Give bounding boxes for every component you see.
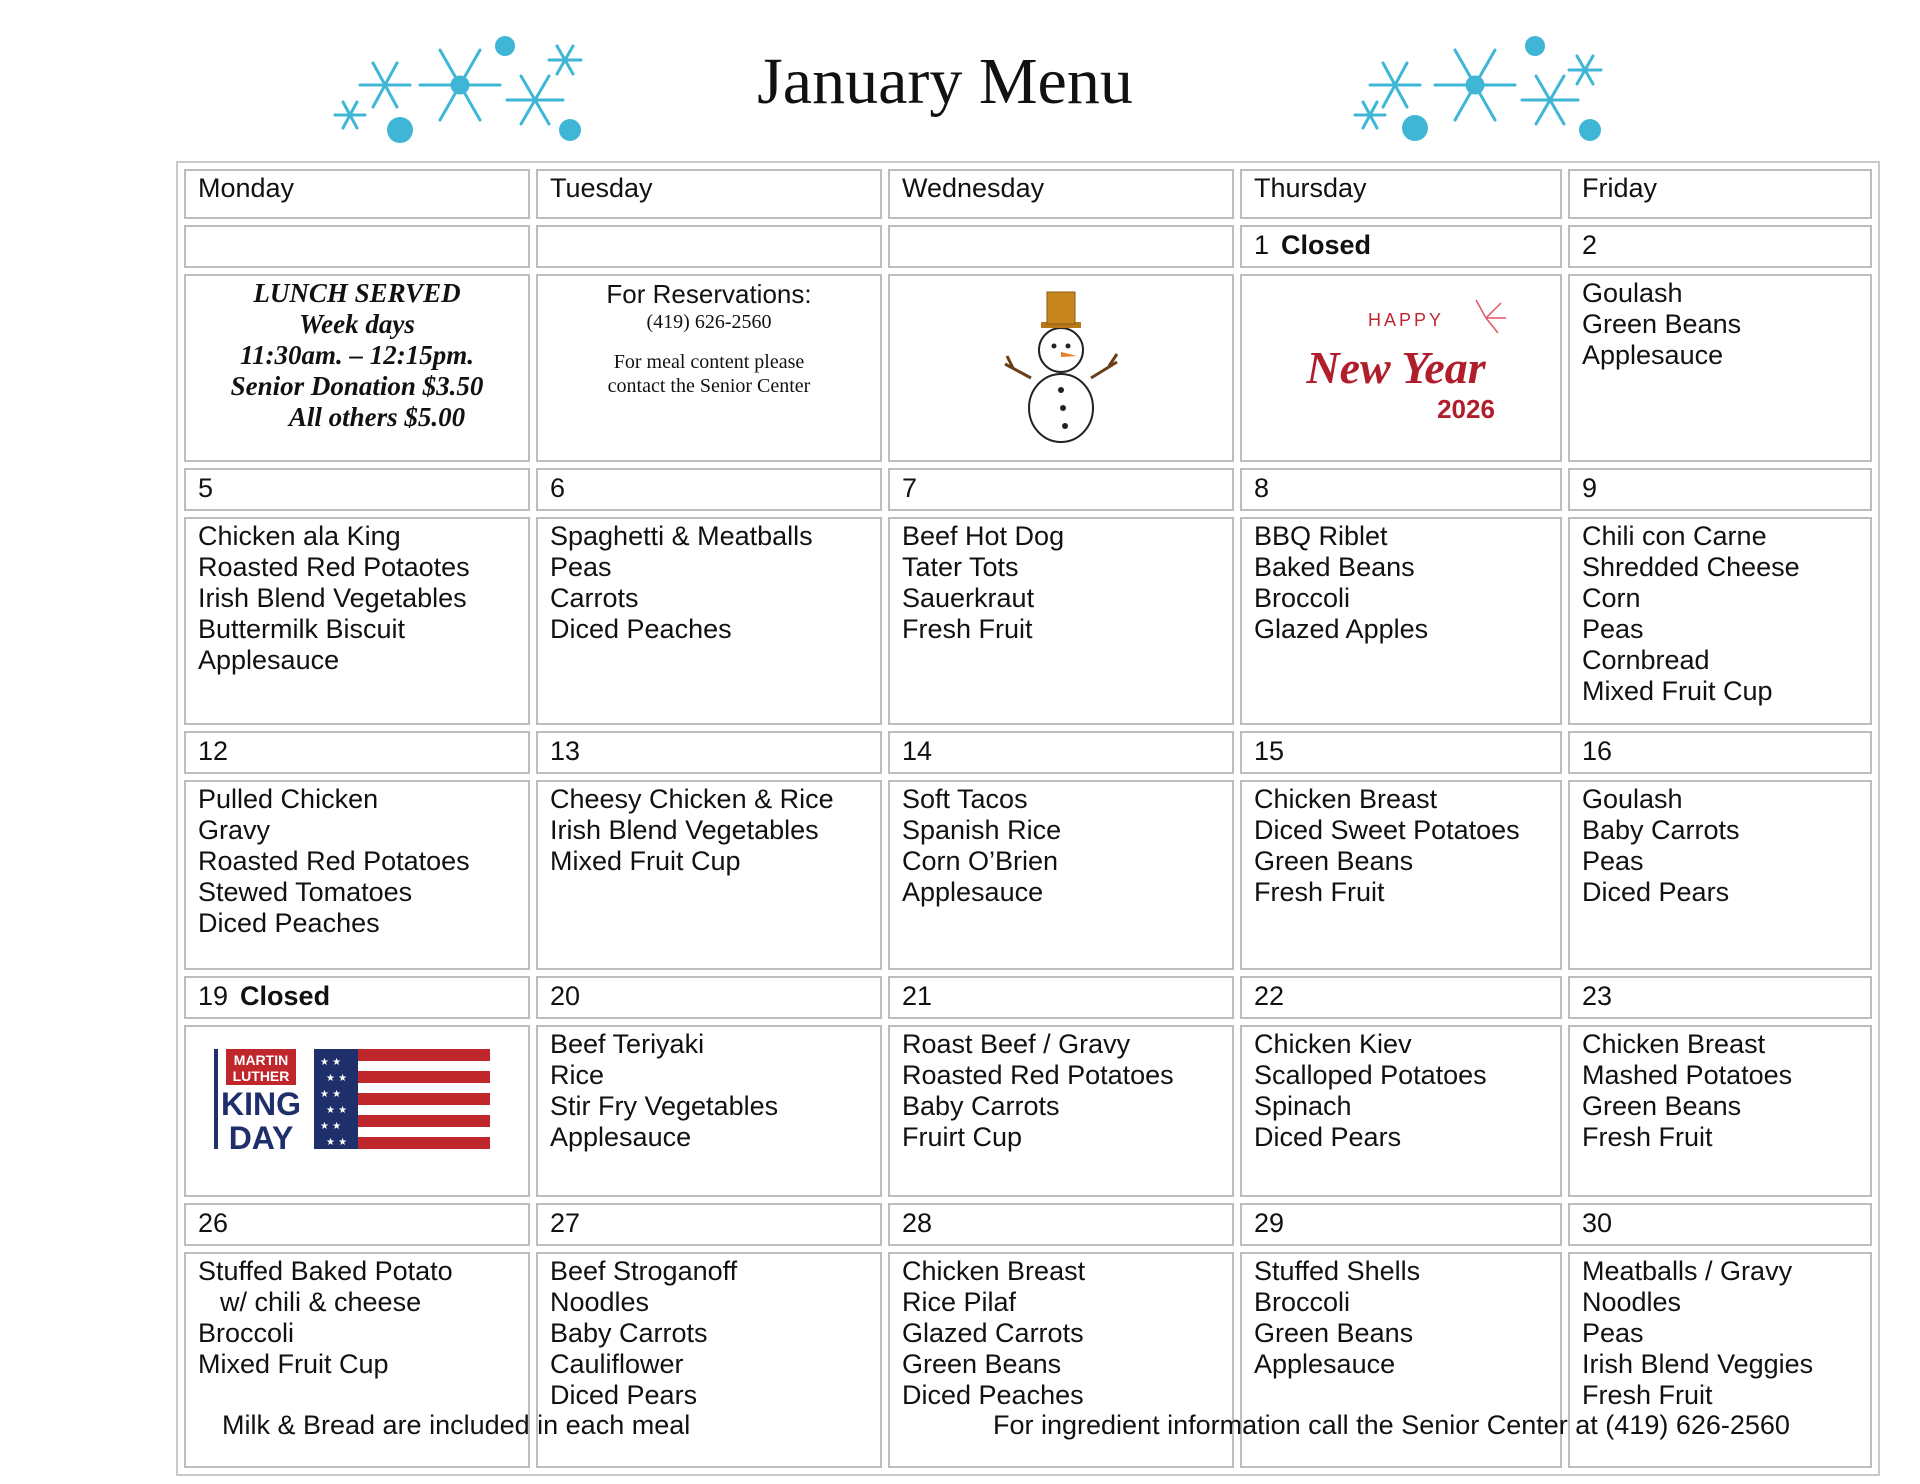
meal-item: Beef Hot Dog (902, 521, 1065, 551)
meal-item: Beef Stroganoff (550, 1256, 738, 1286)
lunch-weekdays-text: Week days (299, 309, 415, 339)
meal-item: Tater Tots (902, 552, 1019, 582)
day-number: 19 (198, 981, 229, 1011)
day-number (536, 225, 882, 268)
meal-item: Diced Peaches (550, 614, 732, 644)
day-number: 1 (1254, 230, 1270, 260)
meal-item: Goulash (1582, 278, 1683, 308)
meal-item: Corn O’Brien (902, 846, 1059, 876)
day-number: 29 (1240, 1203, 1562, 1246)
meal-item: Fruirt Cup (902, 1122, 1023, 1152)
meal-item: Broccoli (1254, 583, 1351, 613)
reservation-phone: (419) 626-2560 (646, 311, 772, 333)
week1-meal-row (184, 274, 1872, 462)
meal-item: Applesauce (198, 645, 340, 675)
meal-item: Baked Beans (1254, 552, 1415, 582)
meal-item: Chicken Breast (902, 1256, 1086, 1286)
meal-item: Irish Blend Vegetables (198, 583, 467, 613)
meal-item: Chicken ala King (198, 521, 401, 551)
mlk-day-flag-graphic (214, 1045, 490, 1153)
week3-meal-row (184, 780, 1872, 970)
meal-list (1568, 274, 1872, 462)
king-text: KING (221, 1086, 301, 1122)
meal-item: Roasted Red Potatoes (198, 846, 470, 876)
meal-list (1568, 517, 1872, 725)
meal-item: Green Beans (902, 1349, 1062, 1379)
meal-item: Green Beans (1582, 1091, 1742, 1121)
mlk-day-cell (184, 1025, 530, 1197)
svg-text:★ ★: ★ ★ (320, 1057, 342, 1068)
meal-item: Mixed Fruit Cup (1582, 676, 1773, 706)
meal-item: Goulash (1582, 784, 1683, 814)
day-number (184, 225, 530, 268)
meal-list (1568, 780, 1872, 970)
day-number: 22 (1240, 976, 1562, 1019)
meal-item: Carrots (550, 583, 639, 613)
lunch-info (184, 274, 530, 462)
meal-item: Spaghetti & Meatballs (550, 521, 813, 551)
weekday-tuesday: Tuesday (536, 169, 882, 219)
martin-text: MARTIN (233, 1052, 289, 1068)
meal-item: Fresh Fruit (902, 614, 1033, 644)
new-year-text: New Year (1306, 342, 1486, 393)
us-flag-icon (314, 1049, 490, 1149)
others-price-text: All others $5.00 (288, 402, 466, 432)
meal-item: Mixed Fruit Cup (198, 1349, 389, 1379)
meal-item: Baby Carrots (902, 1091, 1060, 1121)
weekday-header-row (184, 169, 1872, 219)
year-text: 2026 (1437, 394, 1495, 424)
meal-item: w/ chili & cheese (220, 1287, 422, 1317)
meal-item: Fresh Fruit (1582, 1122, 1713, 1152)
meal-item: Pulled Chicken (198, 784, 379, 814)
meal-item: Noodles (1582, 1287, 1682, 1317)
meal-item: Rice Pilaf (902, 1287, 1017, 1317)
week4-meal-row (184, 1025, 1872, 1197)
reservation-note: For meal content please (613, 351, 805, 373)
meal-item: Noodles (550, 1287, 650, 1317)
lunch-served-text: LUNCH SERVED (253, 278, 461, 308)
meal-item: Gravy (198, 815, 271, 845)
meal-item: Meatballs / Gravy (1582, 1256, 1793, 1286)
happy-new-year-graphic (1286, 278, 1516, 448)
reservation-note: contact the Senior Center (607, 375, 811, 397)
meal-item: Roast Beef / Gravy (902, 1029, 1131, 1059)
footer-ingredient-note: For ingredient information call the Senior Center at (419) 626-2560 (993, 1410, 1790, 1440)
day-number: 7 (888, 468, 1234, 511)
snowman-icon (991, 278, 1131, 448)
meal-item: Shredded Cheese (1582, 552, 1800, 582)
closed-label: Closed (240, 981, 331, 1011)
meal-item: Mashed Potatoes (1582, 1060, 1793, 1090)
meal-item: Green Beans (1254, 1318, 1414, 1348)
meal-item: Spinach (1254, 1091, 1352, 1121)
meal-item: Corn (1582, 583, 1641, 613)
meal-item: Diced Pears (550, 1380, 698, 1410)
meal-list (536, 780, 882, 970)
weekday-friday: Friday (1568, 169, 1872, 219)
meal-item: Roasted Red Potatoes (902, 1060, 1174, 1090)
meal-item: Fresh Fruit (1254, 877, 1385, 907)
day-number: 23 (1568, 976, 1872, 1019)
meal-item: Chili con Carne (1582, 521, 1767, 551)
meal-item: Green Beans (1582, 309, 1742, 339)
meal-item: Rice (550, 1060, 605, 1090)
meal-item: Glazed Apples (1254, 614, 1429, 644)
footer-milk-bread-note: Milk & Bread are included in each meal (222, 1410, 691, 1440)
meal-item: Chicken Breast (1254, 784, 1438, 814)
meal-item: Irish Blend Veggies (1582, 1349, 1814, 1379)
meal-item: Peas (1582, 1318, 1644, 1348)
day-number: 16 (1568, 731, 1872, 774)
day-number (888, 225, 1234, 268)
weekday-thursday: Thursday (1240, 169, 1562, 219)
meal-list (1568, 1025, 1872, 1197)
meal-item: Diced Pears (1582, 877, 1730, 907)
meal-item: Sauerkraut (902, 583, 1035, 613)
day-number: 8 (1240, 468, 1562, 511)
meal-list (184, 780, 530, 970)
svg-text:★ ★: ★ ★ (326, 1105, 348, 1116)
week4-day-row (184, 976, 1872, 1019)
meal-item: Stewed Tomatoes (198, 877, 413, 907)
day-number: 12 (184, 731, 530, 774)
meal-item: Mixed Fruit Cup (550, 846, 741, 876)
meal-item: Irish Blend Vegetables (550, 815, 819, 845)
meal-list (1240, 780, 1562, 970)
day-number: 21 (888, 976, 1234, 1019)
reservation-info (536, 274, 882, 462)
meal-item: Chicken Breast (1582, 1029, 1766, 1059)
svg-text:★ ★: ★ ★ (320, 1089, 342, 1100)
meal-item: Diced Pears (1254, 1122, 1402, 1152)
meal-item: Beef Teriyaki (550, 1029, 705, 1059)
svg-text:★ ★: ★ ★ (326, 1137, 348, 1148)
meal-list (888, 1025, 1234, 1197)
day-number: 5 (184, 468, 530, 511)
reservation-heading: For Reservations: (606, 279, 812, 309)
menu-calendar (176, 161, 1880, 1476)
meal-item: Applesauce (550, 1122, 692, 1152)
meal-item: Applesauce (902, 877, 1044, 907)
svg-text:★ ★: ★ ★ (326, 1073, 348, 1084)
svg-text:★ ★: ★ ★ (320, 1121, 342, 1132)
meal-item: Diced Peaches (902, 1380, 1084, 1410)
meal-item: Cheesy Chicken & Rice (550, 784, 834, 814)
meal-item: BBQ Riblet (1254, 521, 1388, 551)
meal-item: Glazed Carrots (902, 1318, 1084, 1348)
day-number: 26 (184, 1203, 530, 1246)
day-number: 2 (1568, 225, 1872, 268)
day-cell-19 (184, 976, 530, 1019)
week3-day-row (184, 731, 1872, 774)
new-year-cell (1240, 274, 1562, 462)
day-number: 30 (1568, 1203, 1872, 1246)
meal-item: Stir Fry Vegetables (550, 1091, 779, 1121)
weekday-monday: Monday (184, 169, 530, 219)
meal-item: Buttermilk Biscuit (198, 614, 406, 644)
meal-item: Baby Carrots (1582, 815, 1740, 845)
meal-item: Stuffed Shells (1254, 1256, 1421, 1286)
meal-item: Peas (1582, 846, 1644, 876)
day-cell-1 (1240, 225, 1562, 268)
day-text: DAY (228, 1120, 294, 1153)
meal-item: Cauliflower (550, 1349, 684, 1379)
meal-list (1240, 517, 1562, 725)
day-number: 9 (1568, 468, 1872, 511)
senior-donation-text: Senior Donation $3.50 (230, 371, 484, 401)
meal-list (888, 517, 1234, 725)
meal-item: Soft Tacos (902, 784, 1028, 814)
meal-item: Diced Sweet Potatoes (1254, 815, 1520, 845)
day-number: 13 (536, 731, 882, 774)
meal-item: Chicken Kiev (1254, 1029, 1412, 1059)
snowman-cell (888, 274, 1234, 462)
meal-item: Diced Peaches (198, 908, 380, 938)
meal-item: Roasted Red Potaotes (198, 552, 470, 582)
day-number: 15 (1240, 731, 1562, 774)
meal-item: Cornbread (1582, 645, 1710, 675)
weekday-wednesday: Wednesday (888, 169, 1234, 219)
day-number: 28 (888, 1203, 1234, 1246)
meal-list (888, 780, 1234, 970)
meal-item: Scalloped Potatoes (1254, 1060, 1487, 1090)
day-number: 20 (536, 976, 882, 1019)
meal-item: Fresh Fruit (1582, 1380, 1713, 1410)
meal-item: Applesauce (1582, 340, 1724, 370)
week2-meal-row (184, 517, 1872, 725)
meal-list (536, 1025, 882, 1197)
week5-day-row (184, 1203, 1872, 1246)
happy-text: HAPPY (1367, 310, 1445, 330)
meal-list (184, 517, 530, 725)
meal-item: Baby Carrots (550, 1318, 708, 1348)
meal-item: Applesauce (1254, 1349, 1396, 1379)
luther-text: LUTHER (232, 1068, 290, 1084)
meal-item: Spanish Rice (902, 815, 1062, 845)
meal-item: Green Beans (1254, 846, 1414, 876)
day-number: 27 (536, 1203, 882, 1246)
meal-item: Broccoli (198, 1318, 295, 1348)
meal-item: Broccoli (1254, 1287, 1351, 1317)
day-number: 14 (888, 731, 1234, 774)
day-number: 6 (536, 468, 882, 511)
page-title: January Menu (757, 45, 1133, 118)
closed-label: Closed (1281, 230, 1372, 260)
week2-day-row (184, 468, 1872, 511)
meal-list (536, 517, 882, 725)
meal-item: Peas (1582, 614, 1644, 644)
meal-list (1240, 1025, 1562, 1197)
meal-item: Stuffed Baked Potato (198, 1256, 453, 1286)
week1-day-row (184, 225, 1872, 268)
meal-item: Peas (550, 552, 612, 582)
lunch-hours-text: 11:30am. – 12:15pm. (240, 340, 474, 370)
